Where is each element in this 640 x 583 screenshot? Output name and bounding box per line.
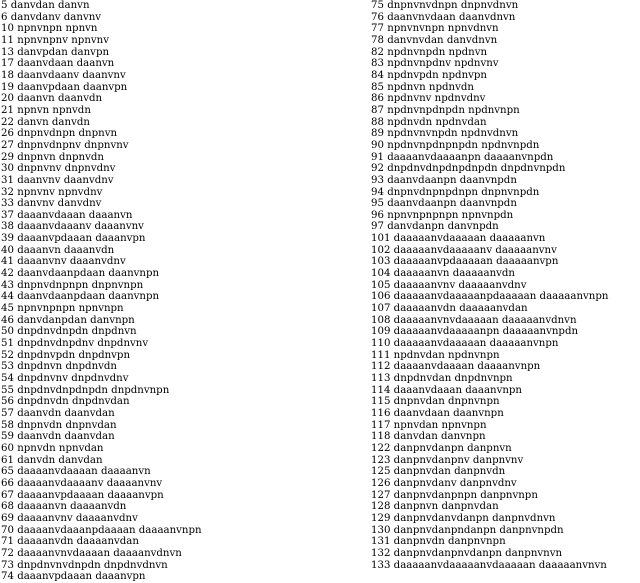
document-line: 56 dnpdnvdn dnpdnvdan (1, 396, 130, 408)
document-line: 88 npdnvdn npdnvdan (371, 116, 487, 128)
document-line: 106 daaaaanvdaaaaanpdaaaaan daaaaanvnpn (371, 291, 609, 303)
document-line: 103 daaaaanvpdaaaaan daaaaanvpn (371, 256, 559, 268)
document-line: 111 npdnvdan npdnvnpn (371, 349, 500, 361)
document-line: 114 daaanvdaaan daaanvnpn (371, 384, 522, 396)
document-line: 72 daaaanvnvdaaaan daaaanvdnvn (1, 547, 182, 559)
document-line: 123 danpnvdanpnv danpnvnv (371, 454, 524, 466)
document-line: 117 npnvdan npnvnpn (371, 419, 487, 431)
document-line: 93 daanvdaanpn daanvnpdn (371, 174, 517, 186)
document-line: 32 npnvnv npnvdnv (1, 186, 103, 198)
document-line: 107 daaaaanvdn daaaaanvdan (371, 303, 528, 315)
document-line: 85 npdnvn npdnvdn (371, 81, 474, 93)
document-line: 55 dnpdnvdnpdnpdn dnpdnvnpn (1, 384, 170, 396)
document-line: 65 daaaanvdaaaan daaaanvn (1, 466, 151, 478)
document-line: 10 npnvnpn npnvn (1, 23, 98, 35)
document-line: 83 npdnvnpdnv npdnvnv (371, 58, 499, 70)
document-line: 84 npdnvpdn npdnvpn (371, 69, 487, 81)
document-line: 40 daaanvn daaanvdn (1, 244, 115, 256)
document-line: 97 danvdanpn danvnpdn (371, 221, 499, 233)
document-line: 54 dnpdnvnv dnpdnvdnv (1, 373, 129, 384)
document-line: 129 danpnvdanvdanpn danpnvdnvn (371, 512, 556, 524)
document-line: 90 npdnvnpdnpnpdn npdnvnpdn (371, 139, 540, 151)
document-line: 11 npnvnpnv npnvnv (1, 34, 109, 46)
document-line: 92 dnpdnvdnpdnpdnpdn dnpdnvnpdn (371, 163, 566, 175)
document-line: 52 dnpdnvpdn dnpdnvpn (1, 349, 131, 361)
document-line: 133 daaaaanvdaaaaanvdaaaaan daaaaanvnvn (371, 559, 607, 571)
document-line: 113 dnpdnvdan dnpdnvnpn (371, 373, 513, 384)
document-line: 109 daaaaanvdaaaaanpn daaaaanvnpdn (371, 326, 579, 338)
document-line: 87 npdnvnpdnpdn npdnvnpn (371, 104, 520, 116)
document-line: 73 dnpdnvnvdnpdn dnpdnvdnvn (1, 559, 168, 571)
document-line: 116 daanvdaan daanvnpn (371, 407, 504, 419)
document-line: 78 danvnvdan danvdnvn (371, 34, 498, 46)
document-line: 29 dnpnvn dnpnvdn (1, 151, 104, 163)
document-line: 74 daaanvpdaaan daaanvpn (1, 571, 146, 583)
document-line: 20 daanvn daanvdn (1, 93, 103, 105)
document-line: 67 daaaanvpdaaaan daaaanvpn (1, 489, 164, 501)
document-line: 94 dnpnvdnpnpdnpn dnpnvnpdn (371, 186, 540, 198)
document-line: 118 danvdan danvnpn (371, 431, 486, 443)
document-line: 18 daanvdaanv daanvnv (1, 69, 126, 81)
document-line: 41 daaanvnv daaanvdnv (1, 256, 126, 268)
document-line: 33 danvnv danvdnv (1, 198, 102, 210)
document-line: 27 dnpnvdnpnv dnpnvnv (1, 139, 129, 151)
document-line: 42 daanvdaanpdaan daanvnpn (1, 268, 160, 280)
document-line: 132 danpnvdanpnvdanpn danpnvnvn (371, 547, 563, 559)
document-line: 58 dnpnvdn dnpnvdan (1, 419, 117, 431)
document-line: 19 daanvpdaan daanvpn (1, 81, 128, 93)
document-line: 45 npnvnpnpn npnvnpn (1, 303, 124, 315)
document-line: 26 dnpnvdnpn dnpnvn (1, 128, 118, 140)
document-line: 102 daaaaanvdaaaaanv daaaaanvnv (371, 244, 557, 256)
document-line: 89 npdnvnvnpdn npdnvdnvn (371, 128, 519, 140)
document-line: 66 daaaanvdaaaanv daaaanvnv (1, 477, 163, 489)
document-line: 105 daaaaanvnv daaaaanvdnv (371, 279, 527, 291)
document-line: 61 danvdn danvdan (1, 454, 103, 466)
document-line: 110 daaaaanvdaaaaan daaaaanvnpn (371, 338, 559, 350)
document-line: 125 danpnvdan danpnvdn (371, 466, 506, 478)
document-line: 22 danvn danvdn (1, 116, 90, 128)
document-line: 59 daanvdn daanvdan (1, 431, 115, 443)
document-line: 43 dnpnvdnpnpn dnpnvnpn (1, 279, 144, 291)
document-line: 112 daaaanvdaaaan daaaanvnpn (371, 361, 541, 373)
document-line: 75 dnpnvnvdnpn dnpnvdnvn (371, 0, 519, 11)
document-line: 21 npnvn npnvdn (1, 104, 91, 116)
document-line: 101 daaaaanvdaaaaan daaaaanvn (371, 233, 546, 245)
document-line: 60 npnvdn npnvdan (1, 442, 104, 454)
document-line: 51 dnpdnvdnpdnv dnpdnvnv (1, 338, 149, 350)
document-line: 39 daaanvpdaaan daaanvpn (1, 233, 146, 245)
document-line: 122 danpnvdanpn danpnvn (371, 442, 512, 454)
left-column (1, 0, 331, 583)
document-line: 5 danvdan danvn (1, 0, 90, 11)
document-line: 31 daanvnv daanvdnv (1, 174, 114, 186)
document-line: 108 daaaaanvnvdaaaaan daaaaanvdnvn (371, 314, 577, 326)
document-line: 46 danvdanpdan danvnpn (1, 314, 135, 326)
document-line: 115 dnpnvdan dnpnvnpn (371, 396, 500, 408)
document-line: 128 danpnvn danpnvdan (371, 501, 499, 513)
document-line: 126 danpnvdanv danpnvdnv (371, 477, 517, 489)
document-line: 131 danpnvdn danpnvnpn (371, 536, 506, 548)
document-line: 68 daaaanvn daaaanvdn (1, 501, 127, 513)
document-line: 38 daaanvdaaanv daaanvnv (1, 221, 144, 233)
document-line: 127 danpnvdanpnpn danpnvnpn (371, 489, 538, 501)
document-line: 71 daaaanvdn daaaanvdan (1, 536, 139, 548)
document-line: 82 npdnvnpdn npdnvn (371, 46, 488, 58)
document-line: 86 npdnvnv npdnvdnv (371, 93, 486, 105)
document-line: 6 danvdanv danvnv (1, 11, 102, 23)
document-line: 17 daanvdaan daanvn (1, 58, 115, 70)
document-line: 53 dnpdnvn dnpdnvdn (1, 361, 117, 373)
document-line: 44 daanvdaanpdaan daanvnpn (1, 291, 160, 303)
document-line: 95 daanvdaanpn daanvnpdn (371, 198, 517, 210)
document-line: 76 daanvnvdaan daanvdnvn (371, 11, 516, 23)
document-line: 70 daaaanvdaaanpdaaaan daaaanvnpn (1, 524, 202, 536)
right-column (371, 0, 640, 571)
document-line: 37 daaanvdaaan daaanvn (1, 209, 133, 221)
document-line: 50 dnpdnvdnpdn dnpdnvn (1, 326, 137, 338)
document-line: 91 daaaanvdaaaanpn daaaanvnpdn (371, 151, 554, 163)
document-line: 130 danpnvdanpndanpn danpnvnpdn (371, 524, 564, 536)
document-line: 104 daaaaanvn daaaaanvdn (371, 268, 515, 280)
document-line: 69 daaaanvnv daaaanvdnv (1, 512, 138, 524)
document-line: 77 npnvnvnpn npnvdnvn (371, 23, 499, 35)
document-line: 96 npnvnpnpnpn npnvnpdn (371, 209, 514, 221)
document-line: 57 daanvdn daanvdan (1, 407, 115, 419)
document-line: 30 dnpnvnv dnpnvdnv (1, 163, 116, 175)
document-line: 13 danvpdan danvpn (1, 46, 110, 58)
